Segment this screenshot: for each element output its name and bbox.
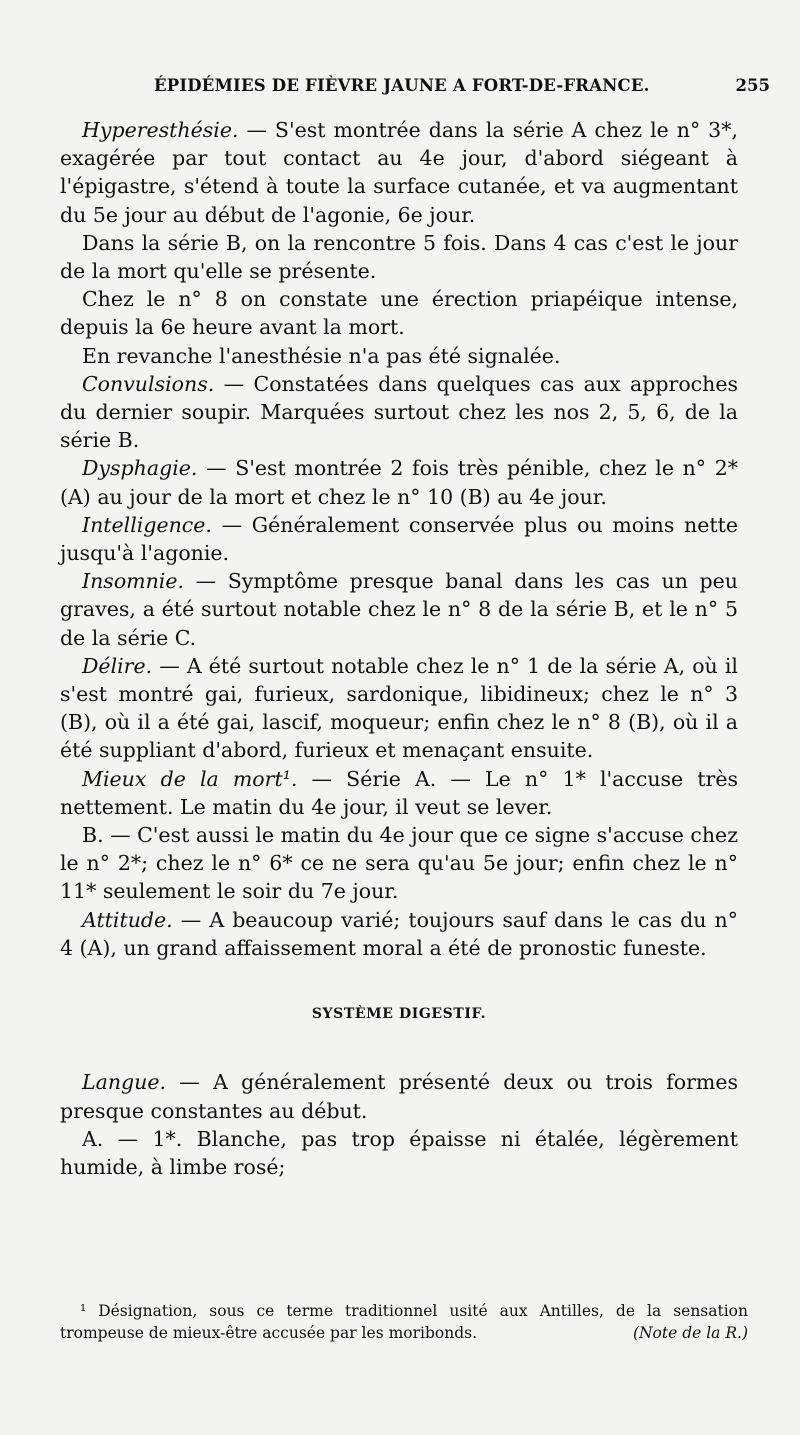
paragraph [60,454,738,510]
page-number: 255 [735,76,770,95]
paragraph-text: — A beaucoup varié; toujours sauf dans le cas du n° 4 (A), un grand affaissement moral a été de pronostic funeste. [60,907,738,960]
paragraph-text: — A été surtout notable chez le n° 1 de la série A, où il s'est montré gai, furieux, sardonique, libidineux; chez le n° 3 (B), où il a été gai, lascif, moqueur; enfin chez le n° 8 (B), où il a été suppliant d'abord, furieux et menaçant ensuite. [60,653,738,763]
paragraph-text: — S'est montrée 2 fois très pénible, chez le n° 2* (A) au jour de la mort et chez le n° 10 (B) au 4e jour. [60,456,738,509]
footnote [60,1300,748,1344]
paragraph-term: Mieux de la mort¹. [82,766,298,791]
running-title: ÉPIDÉMIES DE FIÈVRE JAUNE A FORT-DE-FRANCE. [154,76,650,95]
paragraph [60,511,738,567]
paragraph-text: Dans la série B, on la rencontre 5 fois. Dans 4 cas c'est le jour de la mort qu'elle se présente. [60,230,738,284]
paragraph [60,285,738,341]
paragraph [60,342,738,370]
paragraph-term: Attitude. [82,907,173,932]
paragraph-text: En revanche l'anesthésie n'a pas été signalée. [82,343,561,368]
paragraph-term: Hyperesthésie. [82,118,239,142]
paragraph [60,652,738,765]
paragraph [60,567,738,652]
footnote-marker: ¹ [80,1302,87,1320]
paragraph-text: A. — 1*. Blanche, pas trop épaisse ni étalée, légèrement humide, à limbe rosé; [60,1126,738,1179]
paragraph [60,370,738,455]
paragraph-term: Convulsions. [82,371,215,396]
footnote-source: (Note de la R.) [632,1324,748,1342]
paragraphs-after-section [60,1068,738,1181]
paragraph [60,229,738,285]
paragraph-term: Insomnie. [82,569,185,594]
footnote-text: Désignation, sous ce terme traditionnel usité aux Antilles, de la sensation trompeuse de mieux-être accusée par les moribonds. [60,1302,748,1342]
paragraph [60,821,738,906]
paragraph [60,765,738,821]
section-title: SYSTÈME DIGESTIF. [311,1006,487,1023]
paragraph [60,116,738,229]
paragraph [60,1125,738,1181]
paragraph [60,1068,738,1124]
paragraph-text: — Série A. — Le n° 1* l'accuse très nettement. Le matin du 4e jour, il veut se lever. [60,766,738,819]
running-header [60,76,770,106]
footnotes [60,1300,748,1344]
paragraph-term: Délire. [82,653,153,678]
paragraph-term: Langue. [82,1070,167,1095]
paragraph-text: B. — C'est aussi le matin du 4e jour que ce signe s'accuse chez le n° 2*; chez le n° 6* ce ne sera qu'au 5e jour; enfin chez le n° 11* seulement le soir du 7e jour. [60,823,738,904]
paragraph-text: — Symptôme presque banal dans les cas un peu graves, a été surtout notable chez le n° 8 de la série B, et le n° 5 de la série C. [60,569,738,650]
paragraph-text: — Constatées dans quelques cas aux approches du dernier soupir. Marquées surtout chez les nos 2, 5, 6, de la série B. [60,371,738,453]
body-text [60,116,738,1181]
paragraph-text: — S'est montrée dans la série A chez le n° 3*, exagérée par tout contact au 4e jour, d'abord siégeant à l'épigastre, s'étend à toute la surface cutanée, et va augmentant du 5e jour au début de l'agonie, 6e jour. [60,118,738,227]
paragraph-text: — Généralement conservée plus ou moins nette jusqu'à l'agonie. [60,512,738,566]
paragraph [60,906,738,962]
paragraph-text: — A généralement présenté deux ou trois formes presque constantes au début. [60,1070,738,1123]
paragraph-term: Dysphagie. [82,456,198,481]
paragraph-term: Intelligence. [82,512,212,537]
paragraph-text: Chez le n° 8 on constate une érection priapéique intense, depuis la 6e heure avant la mort. [60,287,738,340]
paragraphs-before-section [60,116,738,962]
